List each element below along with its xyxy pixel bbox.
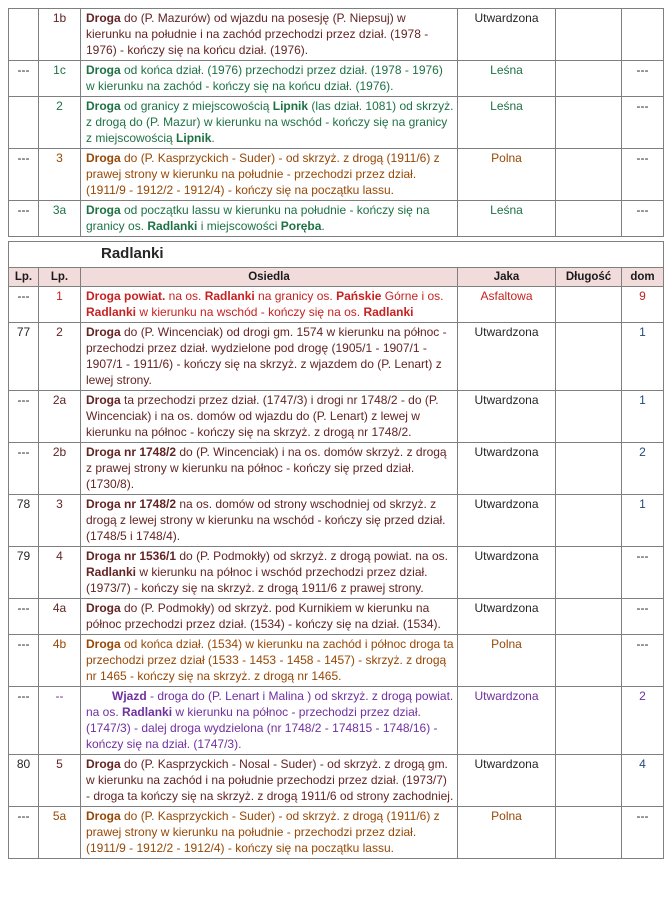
table-row — [9, 323, 664, 391]
house-count-cell: --- — [622, 599, 664, 635]
lp-sub-cell: 2 — [39, 97, 81, 149]
table-row — [9, 287, 664, 323]
col-header-lp2: Lp. — [39, 268, 81, 287]
surface-type-cell: Leśna — [458, 201, 556, 237]
description-cell — [81, 9, 458, 61]
description-cell — [81, 391, 458, 443]
lp-sub-cell: 3a — [39, 201, 81, 237]
table-row — [9, 9, 664, 61]
table-row — [9, 97, 664, 149]
description-cell — [81, 323, 458, 391]
lp-sub-cell: 2b — [39, 443, 81, 495]
length-cell — [556, 9, 622, 61]
table-row — [9, 807, 664, 859]
lp-main-cell — [9, 9, 39, 61]
length-cell — [556, 687, 622, 755]
description-text: Droga do (P. Kasprzyckich - Suder) - od skrzyż. z drogą (1911/6) z prawej strony w kierunku na południe - przechodzi przez dział. (1911/9 - 1912/2 - 1912/4) - kończy się na początku lassu. — [86, 809, 440, 855]
house-count-cell: --- — [622, 807, 664, 859]
lp-sub-cell: 1c — [39, 61, 81, 97]
description-text: Droga nr 1748/2 na os. domów od strony wschodniej od skrzyż. z drogą z lewej strony w kierunku na wschód - kończy się przed dział. (1748/5 i 1748/4). — [86, 497, 446, 543]
length-cell — [556, 201, 622, 237]
house-count-cell: 4 — [622, 755, 664, 807]
lp-sub-cell: 3 — [39, 495, 81, 547]
lp-main-cell: --- — [9, 807, 39, 859]
length-cell — [556, 755, 622, 807]
lp-main-cell: --- — [9, 201, 39, 237]
description-cell — [81, 599, 458, 635]
section-title: Radlanki — [9, 242, 664, 268]
surface-type-cell: Polna — [458, 635, 556, 687]
description-text: Droga do (P. Wincenciak) od drogi gm. 1574 w kierunku na północ - przechodzi przez dział. wydzielone pod drogę (1905/1 - 1907/1 - 1907/1 - 1911/6) - kończy się na skrzyż. z wjazdem do (P. Lenart) z lewej strony. — [86, 325, 447, 387]
house-count-cell: --- — [622, 61, 664, 97]
lp-main-cell: 80 — [9, 755, 39, 807]
lp-sub-cell: 4a — [39, 599, 81, 635]
house-count-cell: 1 — [622, 323, 664, 391]
house-count-cell: --- — [622, 635, 664, 687]
description-cell — [81, 201, 458, 237]
description-text: Droga nr 1748/2 do (P. Wincenciak) i na os. domów skrzyż. z drogą z prawej strony w kierunku na północ - kończy się przed dział. (1730/8). — [86, 445, 447, 491]
col-header-lp1: Lp. — [9, 268, 39, 287]
surface-type-cell: Utwardzona — [458, 547, 556, 599]
description-text: Droga od końca dział. (1976) przechodzi przez dział. (1978 - 1976) w kierunku na zachód - kończy się na końcu dział. (1976). — [86, 63, 443, 93]
description-text: Droga do (P. Podmokły) od skrzyż. pod Kurnikiem w kierunku na północ przechodzi przez dział. (1534) - kończy się na dział. (1534). — [86, 601, 441, 631]
surface-type-cell: Leśna — [458, 61, 556, 97]
surface-type-cell: Utwardzona — [458, 9, 556, 61]
description-text: Droga od początku lassu w kierunku na południe - kończy się na granicy os. Radlanki i miejscowości Poręba. — [86, 203, 430, 233]
length-cell — [556, 149, 622, 201]
lp-main-cell: --- — [9, 61, 39, 97]
col-header-jaka: Jaka — [458, 268, 556, 287]
surface-type-cell: Utwardzona — [458, 687, 556, 755]
lp-main-cell: --- — [9, 391, 39, 443]
length-cell — [556, 495, 622, 547]
description-cell — [81, 687, 458, 755]
column-header-row — [9, 268, 664, 287]
lp-main-cell: --- — [9, 287, 39, 323]
surface-type-cell: Leśna — [458, 97, 556, 149]
description-text: Wjazd - droga do (P. Lenart i Malina ) od skrzyż. z drogą powiat. na os. Radlanki w kierunku na północ - przechodzi przez dział. (1747/3) - dalej droga wydzielona (nr 1748/2 - 174815 - 1748/16) - kończy się na dział. (1747/3). — [86, 689, 454, 751]
table-row — [9, 547, 664, 599]
roads-table-radlanki-body — [9, 287, 664, 859]
house-count-cell: --- — [622, 201, 664, 237]
col-header-dom: dom — [622, 268, 664, 287]
lp-main-cell: 78 — [9, 495, 39, 547]
description-cell — [81, 807, 458, 859]
lp-main-cell: --- — [9, 599, 39, 635]
length-cell — [556, 443, 622, 495]
table-row — [9, 149, 664, 201]
table-row — [9, 61, 664, 97]
section-header-row — [9, 242, 664, 268]
house-count-cell: 1 — [622, 495, 664, 547]
surface-type-cell: Utwardzona — [458, 599, 556, 635]
lp-sub-cell: 1 — [39, 287, 81, 323]
lp-main-cell: --- — [9, 635, 39, 687]
lp-sub-cell: 4b — [39, 635, 81, 687]
description-cell — [81, 443, 458, 495]
house-count-cell: 1 — [622, 391, 664, 443]
lp-sub-cell: 1b — [39, 9, 81, 61]
table-row — [9, 495, 664, 547]
house-count-cell: 2 — [622, 443, 664, 495]
roads-table-radlanki — [8, 241, 664, 859]
description-text: Droga nr 1536/1 do (P. Podmokły) od skrzyż. z drogą powiat. na os. Radlanki w kierunku na północ i wschód przechodzi przez dział. (1973/7) - kończy się na skrzyż. z drogą 1911/6 z prawej strony. — [86, 549, 448, 595]
lp-sub-cell: -- — [39, 687, 81, 755]
surface-type-cell: Asfaltowa — [458, 287, 556, 323]
length-cell — [556, 61, 622, 97]
description-text: Droga do (P. Kasprzyckich - Suder) - od skrzyż. z drogą (1911/6) z prawej strony w kierunku na południe - przechodzi przez dział. (1911/9 - 1912/2 - 1912/4) - kończy się na początku lassu. — [86, 151, 440, 197]
table-row — [9, 443, 664, 495]
house-count-cell: 9 — [622, 287, 664, 323]
lp-sub-cell: 2a — [39, 391, 81, 443]
lp-main-cell: 79 — [9, 547, 39, 599]
house-count-cell: 2 — [622, 687, 664, 755]
lp-sub-cell: 4 — [39, 547, 81, 599]
surface-type-cell: Utwardzona — [458, 755, 556, 807]
house-count-cell: --- — [622, 149, 664, 201]
roads-table-continued-body — [9, 9, 664, 237]
length-cell — [556, 547, 622, 599]
lp-sub-cell: 5a — [39, 807, 81, 859]
length-cell — [556, 635, 622, 687]
table-row — [9, 755, 664, 807]
lp-main-cell: --- — [9, 443, 39, 495]
lp-main-cell: --- — [9, 149, 39, 201]
surface-type-cell: Utwardzona — [458, 323, 556, 391]
lp-main-cell — [9, 97, 39, 149]
length-cell — [556, 599, 622, 635]
col-header-osiedla: Osiedla — [81, 268, 458, 287]
house-count-cell: --- — [622, 97, 664, 149]
table-row — [9, 599, 664, 635]
description-cell — [81, 97, 458, 149]
length-cell — [556, 323, 622, 391]
length-cell — [556, 97, 622, 149]
length-cell — [556, 391, 622, 443]
table-row — [9, 201, 664, 237]
surface-type-cell: Polna — [458, 807, 556, 859]
description-cell — [81, 547, 458, 599]
lp-main-cell: 77 — [9, 323, 39, 391]
length-cell — [556, 807, 622, 859]
surface-type-cell: Utwardzona — [458, 391, 556, 443]
length-cell — [556, 287, 622, 323]
surface-type-cell: Polna — [458, 149, 556, 201]
lp-sub-cell: 2 — [39, 323, 81, 391]
surface-type-cell: Utwardzona — [458, 443, 556, 495]
description-cell — [81, 755, 458, 807]
description-text: Droga do (P. Kasprzyckich - Nosal - Suder) - od skrzyż. z drogą gm. w kierunku na zachód i na południe przechodzi przez dział. (1973/7) - droga ta kończy się na skrzyż. z drogą 1911/6 od strony zachodniej. — [86, 757, 454, 803]
description-text: Droga ta przechodzi przez dział. (1747/3) i drogi nr 1748/2 - do (P. Wincenciak) i na os. domów od wjazdu do (P. Lenart) z lewej w kierunku na północ - kończy się na skrzyż. z drogą nr 1748/2. — [86, 393, 439, 439]
description-cell — [81, 495, 458, 547]
house-count-cell — [622, 9, 664, 61]
description-text: Droga od końca dział. (1534) w kierunku na zachód i północ droga ta przechodzi przez dział (1533 - 1453 - 1458 - 1457) - skrzyż. z drogą nr 1465 - kończy się na skrzyż. z drogą nr 1465. — [86, 637, 454, 683]
table-row — [9, 635, 664, 687]
lp-main-cell: --- — [9, 687, 39, 755]
description-text: Droga do (P. Mazurów) od wjazdu na posesję (P. Niepsuj) w kierunku na południe i na zachód przechodzi przez dział. (1978 - 1976) - kończy się na końcu dział. (1976). — [86, 11, 429, 57]
surface-type-cell: Utwardzona — [458, 495, 556, 547]
house-count-cell: --- — [622, 547, 664, 599]
description-cell — [81, 61, 458, 97]
table-row — [9, 391, 664, 443]
lp-sub-cell: 5 — [39, 755, 81, 807]
roads-table-continued — [8, 8, 664, 237]
description-text: Droga powiat. na os. Radlanki na granicy os. Pańskie Górne i os. Radlanki w kierunku na wschód - kończy się na os. Radlanki — [86, 289, 444, 319]
description-text: Droga od granicy z miejscowością Lipnik (las dział. 1081) od skrzyż. z drogą do (P. Mazur) w kierunku na wschód - kończy się na granicy z miejscowością Lipnik. — [86, 99, 454, 145]
description-cell — [81, 635, 458, 687]
description-cell — [81, 287, 458, 323]
table-row — [9, 687, 664, 755]
col-header-dlugosc: Długość — [556, 268, 622, 287]
description-cell — [81, 149, 458, 201]
lp-sub-cell: 3 — [39, 149, 81, 201]
